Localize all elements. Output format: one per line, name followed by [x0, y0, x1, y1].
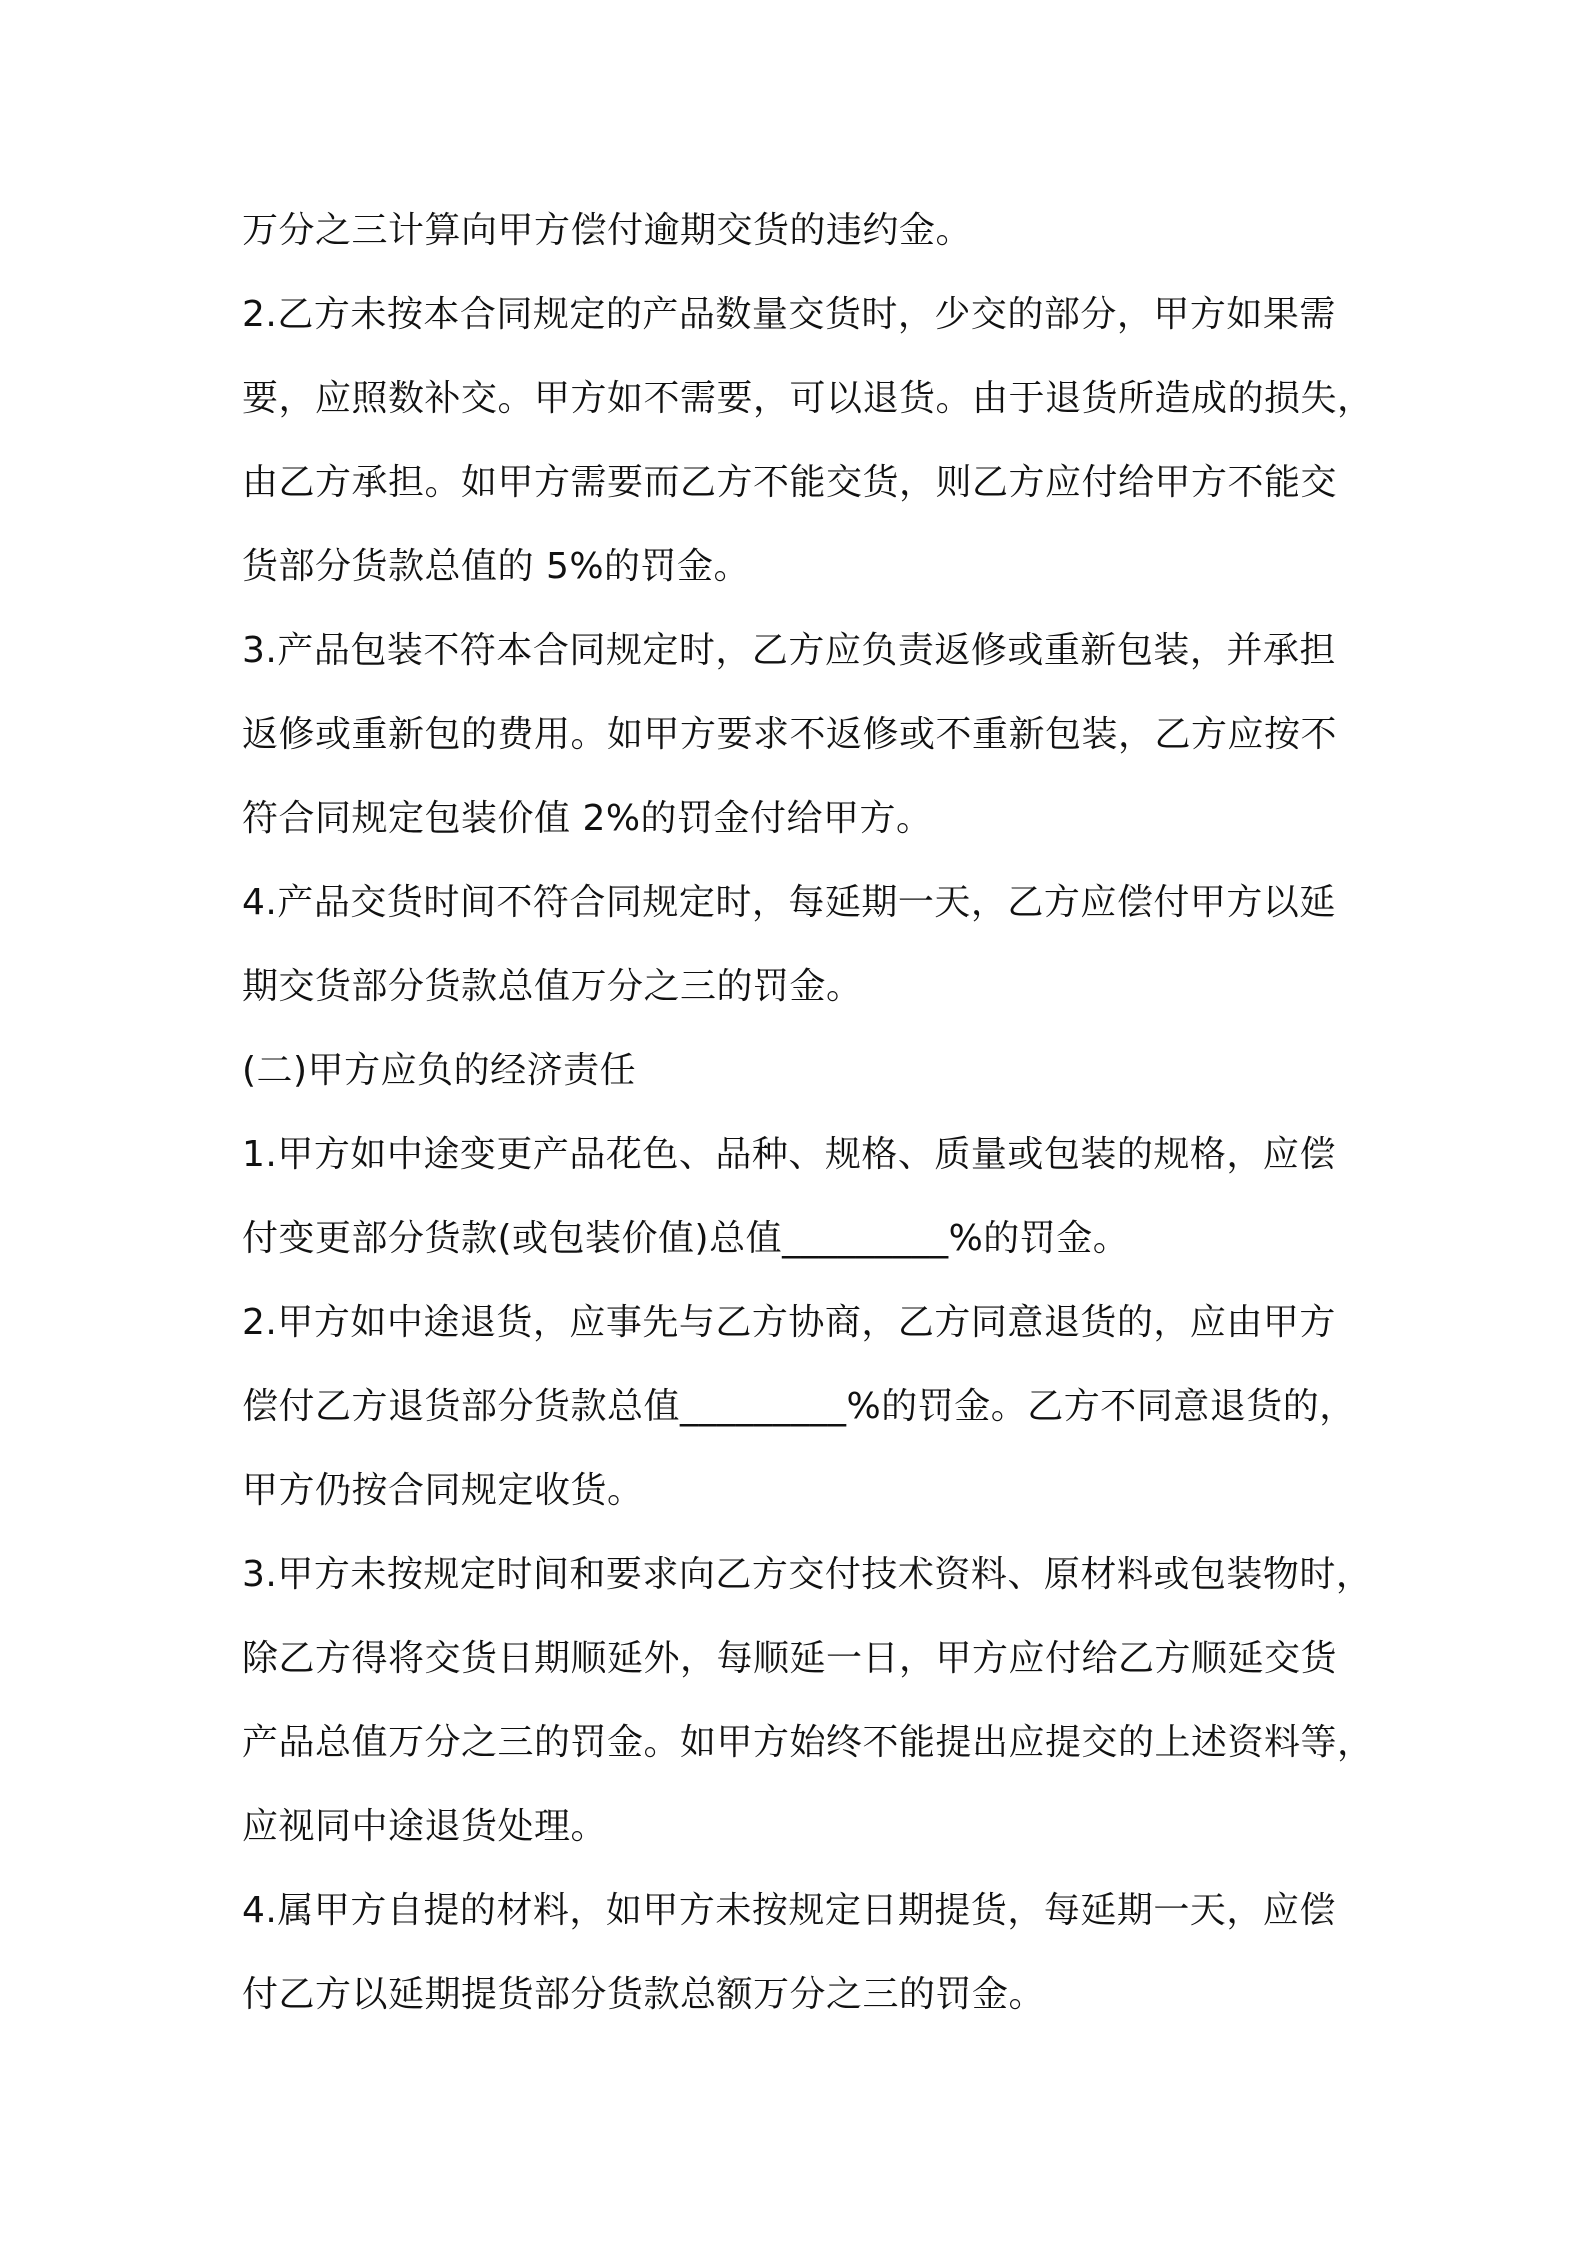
text-line: 付乙方以延期提货部分货款总额万分之三的罚金。	[242, 1974, 1046, 2015]
text-line: 应视同中途退货处理。	[242, 1806, 608, 1847]
text-line: 返修或重新包的费用。如甲方要求不返修或不重新包装，乙方应按不	[242, 714, 1338, 755]
text-line: 货部分货款总值的 5%的罚金。	[242, 546, 751, 587]
text-line: 付变更部分货款(或包装价值)总值_________%的罚金。	[242, 1218, 1130, 1259]
text-line: 1.甲方如中途变更产品花色、品种、规格、质量或包装的规格，应偿	[242, 1134, 1336, 1175]
section-heading: (二)甲方应负的经济责任	[242, 1050, 637, 1091]
text-line: 3.产品包装不符本合同规定时，乙方应负责返修或重新包装，并承担	[242, 630, 1336, 671]
text-line: 偿付乙方退货部分货款总值_________%的罚金。乙方不同意退货的，	[242, 1386, 1356, 1427]
text-line: 4.产品交货时间不符合同规定时，每延期一天，乙方应偿付甲方以延	[242, 882, 1336, 923]
text-line: 要，应照数补交。甲方如不需要，可以退货。由于退货所造成的损失，	[242, 378, 1374, 419]
text-line: 万分之三计算向甲方偿付逾期交货的违约金。	[242, 210, 973, 251]
text-line: 期交货部分货款总值万分之三的罚金。	[242, 966, 863, 1007]
text-line: 2.乙方未按本合同规定的产品数量交货时，少交的部分，甲方如果需	[242, 294, 1336, 335]
text-line: 由乙方承担。如甲方需要而乙方不能交货，则乙方应付给甲方不能交	[242, 462, 1338, 503]
text-line: 3.甲方未按规定时间和要求向乙方交付技术资料、原材料或包装物时，	[242, 1554, 1373, 1595]
text-line: 2.甲方如中途退货，应事先与乙方协商，乙方同意退货的，应由甲方	[242, 1302, 1336, 1343]
text-line: 甲方仍按合同规定收货。	[242, 1470, 644, 1511]
text-line: 除乙方得将交货日期顺延外，每顺延一日，甲方应付给乙方顺延交货	[242, 1638, 1338, 1679]
document-body	[242, 196, 1372, 2044]
text-line: 4.属甲方自提的材料，如甲方未按规定日期提货，每延期一天，应偿	[242, 1890, 1336, 1931]
text-line: 符合同规定包装价值 2%的罚金付给甲方。	[242, 798, 933, 839]
text-line: 产品总值万分之三的罚金。如甲方始终不能提出应提交的上述资料等，	[242, 1722, 1374, 1763]
